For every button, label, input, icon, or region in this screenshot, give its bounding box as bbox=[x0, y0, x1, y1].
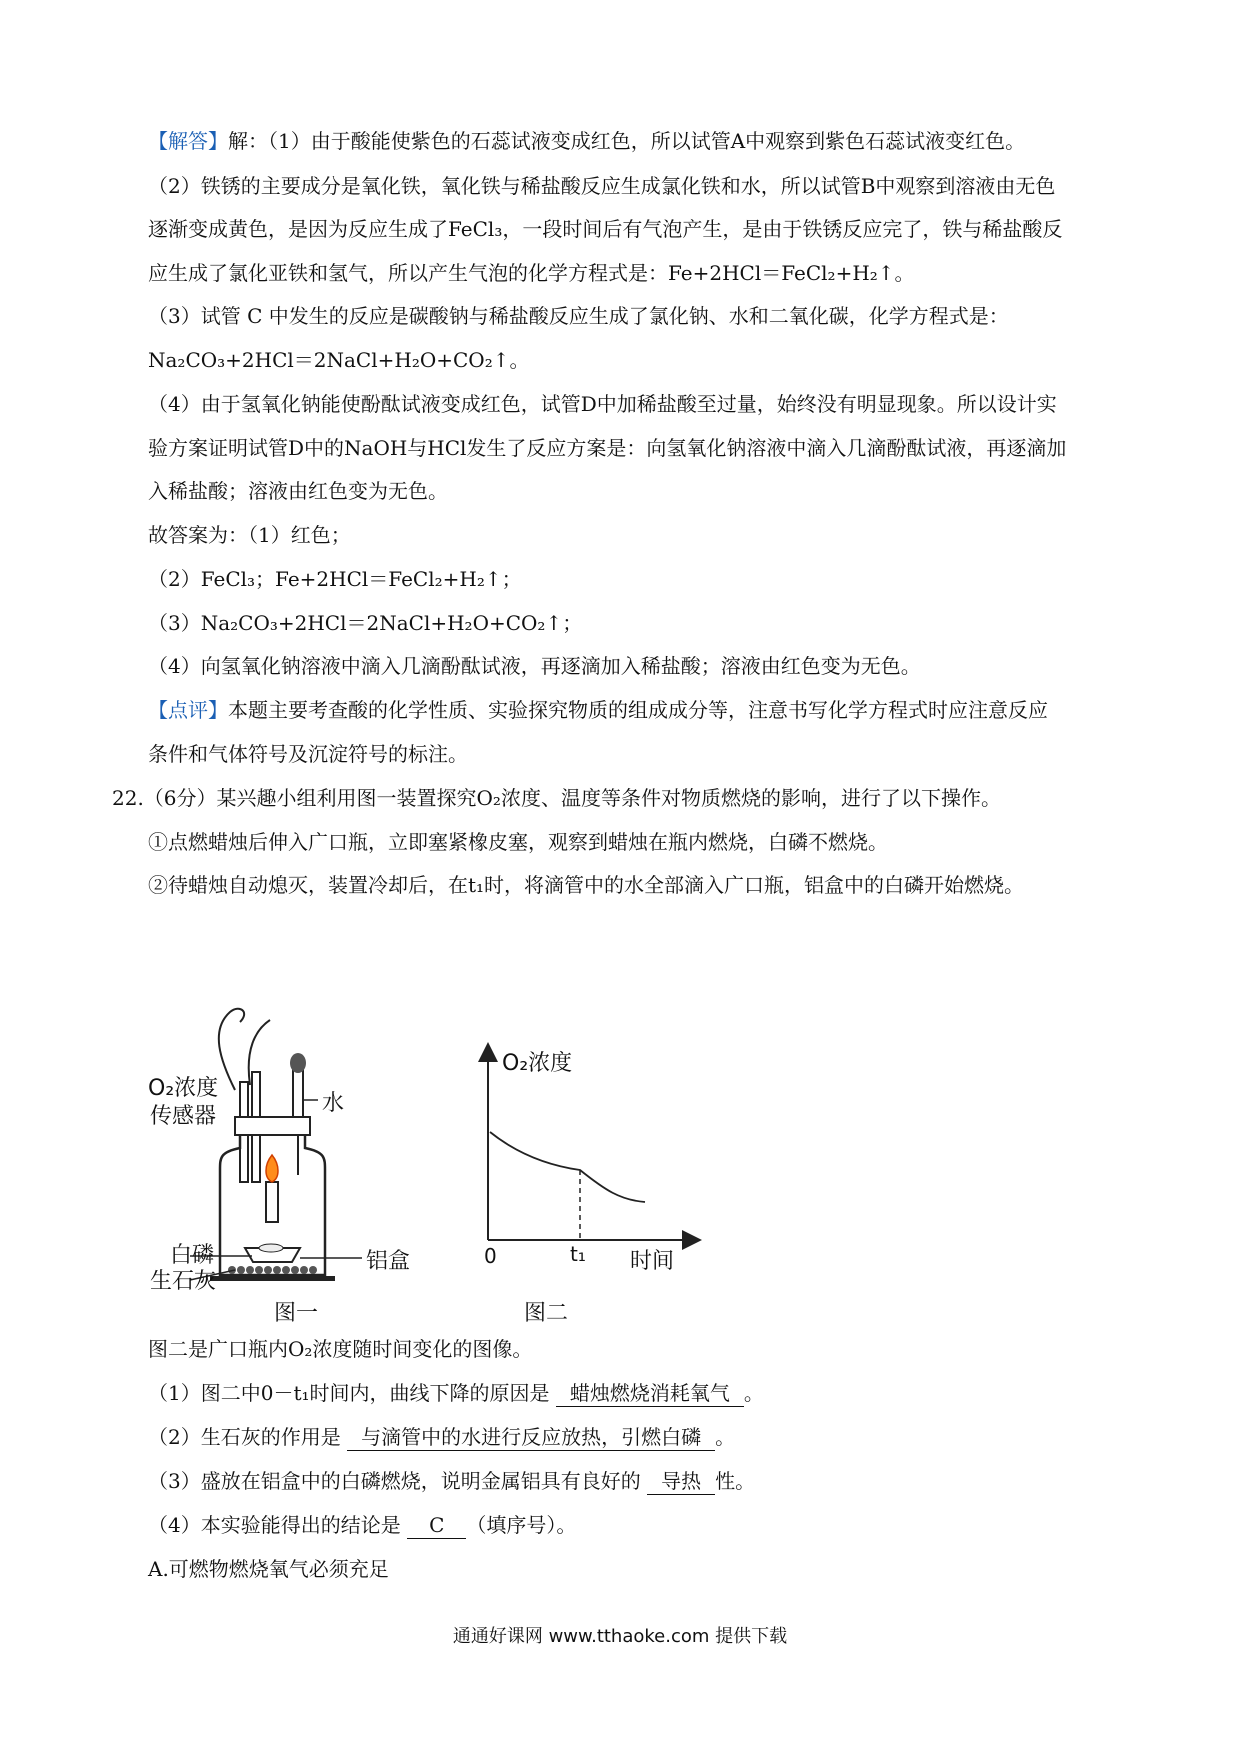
question-stem: 22.（6分）某兴趣小组利用图一装置探究O₂浓度、温度等条件对物质燃烧的影响，进行了以下操作。 bbox=[112, 786, 1001, 810]
fig1-box-label: 铝盒 bbox=[366, 1249, 411, 1274]
comment-line-1: 【点评】本题主要考查酸的化学性质、实验探究物质的组成成分等，注意书写化学方程式时应注意反应 bbox=[148, 698, 1048, 722]
answer-2: 与滴管中的水进行反应放热，引燃白磷 bbox=[347, 1424, 715, 1451]
option-a: A.可燃物燃烧氧气必须充足 bbox=[148, 1557, 389, 1581]
fig1-caption: 图一 bbox=[274, 1301, 319, 1326]
fig2-caption: 图二 bbox=[524, 1301, 569, 1326]
solution-paragraph-2a: （2）铁锈的主要成分是氧化铁，氧化铁与稀盐酸反应生成氯化铁和水，所以试管B中观察到溶液由无色 bbox=[148, 174, 1056, 198]
answer-line-1: 故答案为：（1）红色； bbox=[148, 523, 351, 547]
fig2-ylabel: O₂浓度 bbox=[502, 1051, 573, 1076]
sub-question-3: （3）盛放在铝盒中的白磷燃烧，说明金属铝具有良好的 导热 性。 bbox=[148, 1469, 756, 1493]
solution-paragraph-1: 【解答】解：（1）由于酸能使紫色的石蕊试液变成红色，所以试管A中观察到紫色石蕊试液变红色。 bbox=[148, 129, 1026, 153]
question-step-1: ①点燃蜡烛后伸入广口瓶，立即塞紧橡皮塞，观察到蜡烛在瓶内燃烧，白磷不燃烧。 bbox=[148, 830, 888, 854]
solution-paragraph-4c: 入稀盐酸；溶液由红色变为无色。 bbox=[148, 479, 448, 503]
fig1-lime-label: 生石灰 bbox=[150, 1269, 217, 1294]
fig1-sensor-label-1: O₂浓度 bbox=[148, 1076, 219, 1101]
sub-question-1: （1）图二中0－t₁时间内，曲线下降的原因是 蜡烛燃烧消耗氧气 。 bbox=[148, 1381, 764, 1405]
comment-tag: 【点评】 bbox=[148, 698, 228, 722]
answer-line-2: （2）FeCl₃；Fe+2HCl＝FeCl₂+H₂↑； bbox=[148, 567, 522, 591]
fig1-phosphorus-label: 白磷 bbox=[170, 1243, 215, 1268]
footer-download-note: 通通好课网 www.tthaoke.com 提供下载 bbox=[452, 1626, 788, 1647]
sub-question-2: （2）生石灰的作用是 与滴管中的水进行反应放热，引燃白磷 。 bbox=[148, 1425, 736, 1449]
solution-paragraph-3b: Na₂CO₃+2HCl＝2NaCl+H₂O+CO₂↑。 bbox=[148, 348, 530, 372]
solution-paragraph-4b: 验方案证明试管D中的NaOH与HCl发生了反应方案是：向氢氧化钠溶液中滴入几滴酚酞试液，再逐滴加 bbox=[148, 436, 1067, 460]
solution-tag: 【解答】 bbox=[148, 129, 228, 153]
answer-3: 导热 bbox=[647, 1468, 715, 1495]
answer-line-3: （3）Na₂CO₃+2HCl＝2NaCl+H₂O+CO₂↑； bbox=[148, 611, 583, 635]
solution-paragraph-3a: （3）试管 C 中发生的反应是碳酸钠与稀盐酸反应生成了氯化钠、水和二氧化碳，化学方程式是： bbox=[148, 304, 1009, 328]
solution-paragraph-2b: 逐渐变成黄色，是因为反应生成了FeCl₃，一段时间后有气泡产生，是由于铁锈反应完了，铁与稀盐酸反 bbox=[148, 217, 1063, 241]
answer-1: 蜡烛燃烧消耗氧气 bbox=[556, 1380, 744, 1407]
fig2-description: 图二是广口瓶内O₂浓度随时间变化的图像。 bbox=[148, 1337, 533, 1361]
answer-line-4: （4）向氢氧化钠溶液中滴入几滴酚酞试液，再逐滴加入稀盐酸；溶液由红色变为无色。 bbox=[148, 654, 921, 678]
question-step-2: ②待蜡烛自动熄灭，装置冷却后，在t₁时，将滴管中的水全部滴入广口瓶，铝盒中的白磷开始燃烧。 bbox=[148, 873, 1025, 897]
comment-line-2: 条件和气体符号及沉淀符号的标注。 bbox=[148, 742, 468, 766]
sub-question-4: （4）本实验能得出的结论是 C （填序号）。 bbox=[148, 1513, 577, 1537]
fig2-t1-label: t₁ bbox=[570, 1242, 586, 1266]
fig2-origin: 0 bbox=[484, 1244, 497, 1268]
answer-4: C bbox=[407, 1512, 466, 1539]
fig2-xlabel: 时间 bbox=[630, 1249, 675, 1274]
solution-paragraph-4a: （4）由于氢氧化钠能使酚酞试液变成红色，试管D中加稀盐酸至过量，始终没有明显现象。所以设计实 bbox=[148, 392, 1057, 416]
fig1-sensor-label-2: 传感器 bbox=[150, 1104, 217, 1129]
fig1-water-label: 水 bbox=[322, 1091, 345, 1116]
solution-paragraph-2c: 应生成了氯化亚铁和氢气，所以产生气泡的化学方程式是：Fe+2HCl＝FeCl₂+H₂↑。 bbox=[148, 261, 915, 285]
